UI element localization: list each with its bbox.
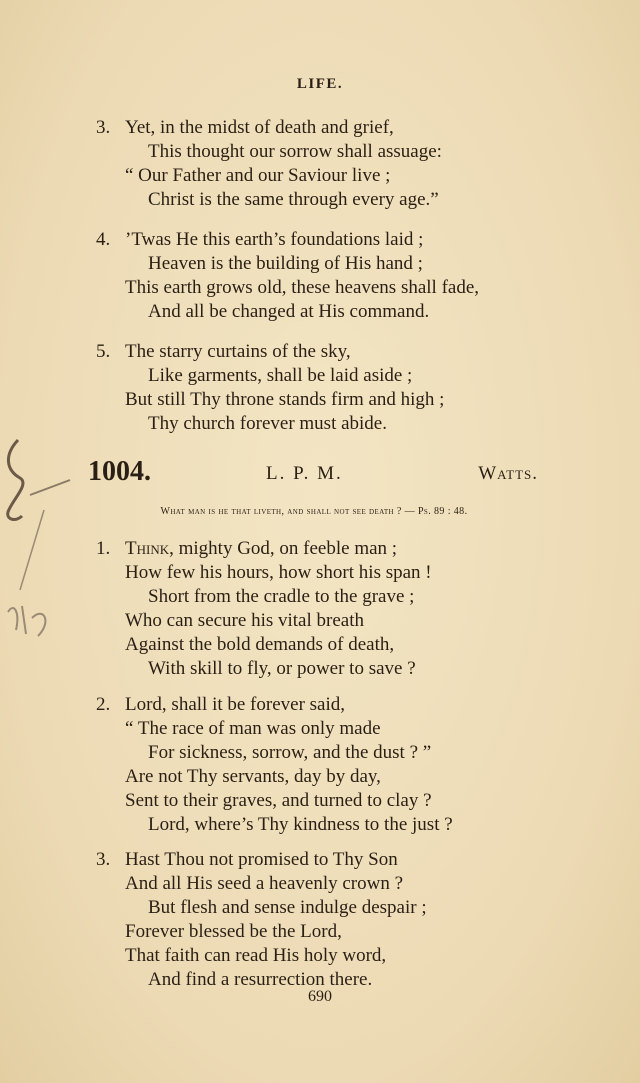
stanza-first-word: Think, bbox=[125, 538, 174, 559]
stanza-line: Lord, shall it be forever said, bbox=[125, 694, 346, 715]
stanza-line: And all His seed a heavenly crown ? bbox=[125, 873, 404, 894]
stanza-line: “ Our Father and our Saviour live ; bbox=[125, 165, 391, 186]
stanza-line: Forever blessed be the Lord, bbox=[125, 921, 342, 942]
hymn-header bbox=[88, 456, 538, 490]
hymn-stanza-2 bbox=[96, 693, 453, 837]
stanza-line: Are not Thy servants, day by day, bbox=[125, 766, 381, 787]
hymn-author: Watts. bbox=[478, 463, 538, 484]
stanza-line: “ The race of man was only made bbox=[125, 718, 381, 739]
stanza-number: 1. bbox=[96, 538, 111, 559]
stanza-line: How few his hours, how short his span ! bbox=[125, 562, 432, 583]
hymn-number: 1004. bbox=[88, 456, 151, 487]
running-head: LIFE. bbox=[296, 76, 344, 92]
stanza-line: And find a resurrection there. bbox=[148, 969, 373, 990]
page-number: 690 bbox=[308, 988, 332, 1005]
stanza-number: 4. bbox=[96, 229, 111, 250]
margin-pencil-marks bbox=[0, 0, 80, 700]
stanza-line: Like garments, shall be laid aside ; bbox=[148, 365, 413, 386]
stanza-line: Christ is the same through every age.” bbox=[148, 189, 439, 210]
stanza-line: Short from the cradle to the grave ; bbox=[148, 586, 415, 607]
stanza-4-top bbox=[96, 228, 479, 324]
hymn-stanza-3 bbox=[96, 848, 427, 992]
stanza-line: Lord, where’s Thy kindness to the just ? bbox=[148, 814, 453, 835]
stanza-number: 3. bbox=[96, 117, 111, 138]
stanza-line: That faith can read His holy word, bbox=[125, 945, 387, 966]
hymn-scripture-reference: What man is he that liveth, and shall not see death ? — Ps. 89 : 48. bbox=[160, 506, 468, 517]
stanza-line: ’Twas He this earth’s foundations laid ; bbox=[125, 229, 424, 250]
stanza-line: Against the bold demands of death, bbox=[125, 634, 395, 655]
stanza-line: This thought our sorrow shall assuage: bbox=[148, 141, 442, 162]
stanza-line: Who can secure his vital breath bbox=[125, 610, 364, 631]
stanza-5-top bbox=[96, 340, 444, 436]
stanza-line: With skill to fly, or power to save ? bbox=[148, 658, 416, 679]
stanza-line: Thy church forever must abide. bbox=[148, 413, 387, 434]
stanza-line: For sickness, sorrow, and the dust ? ” bbox=[148, 742, 432, 763]
stanza-3-top bbox=[96, 116, 442, 212]
stanza-line: And all be changed at His command. bbox=[148, 301, 430, 322]
stanza-line: But still Thy throne stands firm and high ; bbox=[125, 389, 445, 410]
stanza-line: Yet, in the midst of death and grief, bbox=[125, 117, 394, 138]
stanza-line: Heaven is the building of His hand ; bbox=[148, 253, 423, 274]
stanza-number: 5. bbox=[96, 341, 111, 362]
hymn-meter: L. P. M. bbox=[266, 463, 343, 484]
stanza-line: Sent to their graves, and turned to clay ? bbox=[125, 790, 432, 811]
stanza-number: 3. bbox=[96, 849, 111, 870]
stanza-number: 2. bbox=[96, 694, 111, 715]
stanza-line: The starry curtains of the sky, bbox=[125, 341, 351, 362]
stanza-line: This earth grows old, these heavens shall fade, bbox=[125, 277, 480, 298]
stanza-line: Hast Thou not promised to Thy Son bbox=[125, 849, 398, 870]
stanza-line: But flesh and sense indulge despair ; bbox=[148, 897, 427, 918]
hymn-stanza-1 bbox=[96, 537, 432, 681]
stanza-line: mighty God, on feeble man ; bbox=[173, 538, 398, 559]
